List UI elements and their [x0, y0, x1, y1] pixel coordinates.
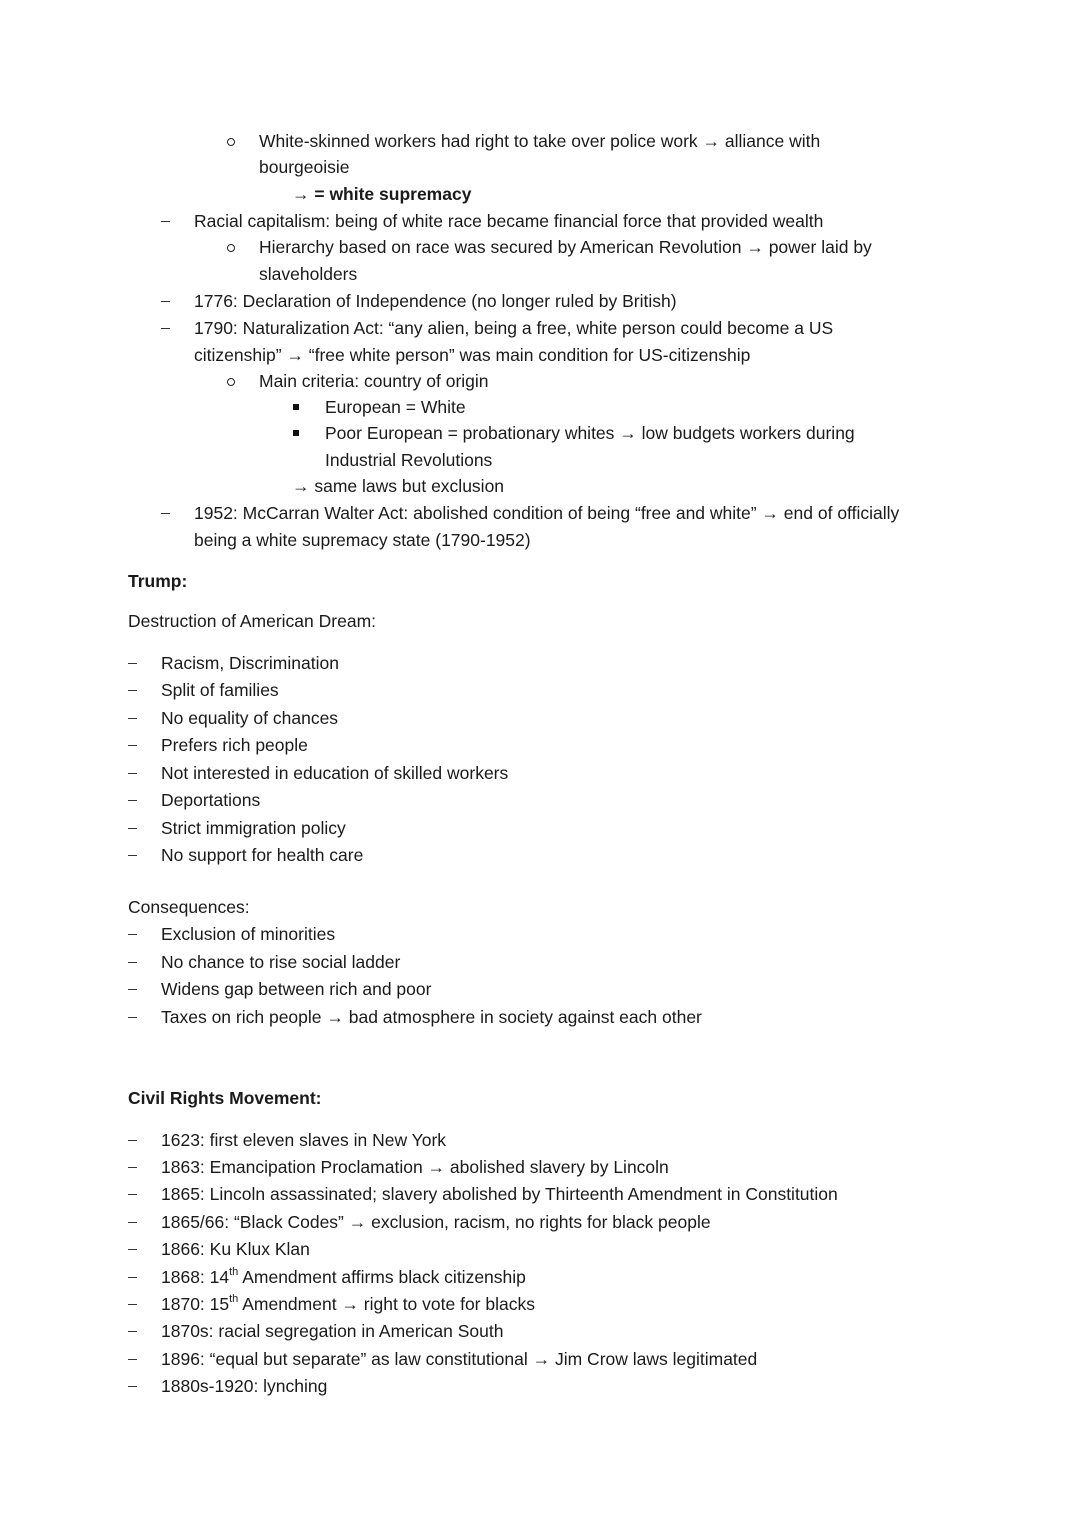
- list-item: 1863: Emancipation Proclamation → abolished slavery by Lincoln: [161, 1157, 669, 1177]
- dash-bullet-icon: [128, 1304, 137, 1305]
- note-decl-1776: 1776: Declaration of Independence (no longer ruled by British): [194, 291, 677, 311]
- circle-bullet-icon: [227, 244, 235, 252]
- dash-bullet-icon: [128, 718, 137, 719]
- dash-bullet-icon: [128, 1140, 137, 1141]
- list-item: 1880s-1920: lynching: [161, 1376, 328, 1396]
- note-main-criteria: Main criteria: country of origin: [259, 371, 489, 391]
- item-1868-ordinal: th: [229, 1266, 239, 1279]
- dash-bullet-icon: [128, 1386, 137, 1387]
- note-mccarran-1952-cont: being a white supremacy state (1790-1952): [194, 530, 531, 550]
- list-item: Not interested in education of skilled workers: [161, 763, 509, 783]
- dash-bullet-icon: [128, 855, 137, 856]
- list-item: 1896: “equal but separate” as law constitutional → Jim Crow laws legitimated: [161, 1349, 758, 1369]
- item-1868-text: 1868: 14: [161, 1267, 230, 1287]
- note-white-workers: White-skinned workers had right to take over police work → alliance with: [259, 131, 821, 151]
- dash-bullet-icon: [128, 1167, 137, 1168]
- dash-bullet-icon: [161, 513, 170, 514]
- item-1870-ordinal: th: [229, 1293, 239, 1306]
- list-item: Deportations: [161, 790, 261, 810]
- item-1870-text: 1870: 15: [161, 1294, 230, 1314]
- item-1870-rest: Amendment → right to vote for blacks: [238, 1294, 535, 1314]
- list-item: Racism, Discrimination: [161, 653, 339, 673]
- dash-bullet-icon: [128, 773, 137, 774]
- dash-bullet-icon: [128, 989, 137, 990]
- list-item: Taxes on rich people → bad atmosphere in society against each other: [161, 1007, 702, 1027]
- list-item: No chance to rise social ladder: [161, 952, 401, 972]
- dash-bullet-icon: [128, 962, 137, 963]
- list-item-1868: [161, 1264, 526, 1291]
- list-item-1870: [161, 1291, 535, 1318]
- list-item: 1865/66: “Black Codes” → exclusion, racism, no rights for black people: [161, 1212, 711, 1232]
- list-item: No equality of chances: [161, 708, 339, 728]
- note-white-workers-cont: bourgeoisie: [259, 157, 350, 177]
- dash-bullet-icon: [128, 1359, 137, 1360]
- dash-bullet-icon: [128, 1194, 137, 1195]
- civil-rights-heading: Civil Rights Movement:: [128, 1088, 322, 1108]
- note-poor-european-cont: Industrial Revolutions: [325, 450, 493, 470]
- circle-bullet-icon: [227, 138, 235, 146]
- note-naturalization-1790-cont: citizenship” → “free white person” was main condition for US-citizenship: [194, 345, 751, 365]
- dash-bullet-icon: [128, 1277, 137, 1278]
- list-item: 1866: Ku Klux Klan: [161, 1239, 310, 1259]
- dash-bullet-icon: [128, 663, 137, 664]
- dash-bullet-icon: [128, 828, 137, 829]
- dash-bullet-icon: [161, 221, 170, 222]
- note-white-supremacy: → = white supremacy: [292, 184, 472, 204]
- dash-bullet-icon: [128, 934, 137, 935]
- circle-bullet-icon: [227, 378, 235, 386]
- note-racial-capitalism: Racial capitalism: being of white race became financial force that provided wealth: [194, 211, 824, 231]
- dash-bullet-icon: [161, 301, 170, 302]
- list-item: Split of families: [161, 680, 279, 700]
- trump-subheading: Destruction of American Dream:: [128, 611, 377, 631]
- square-bullet-icon: [293, 404, 299, 410]
- note-naturalization-1790: 1790: Naturalization Act: “any alien, being a free, white person could become a US: [194, 318, 834, 338]
- note-hierarchy-cont: slaveholders: [259, 264, 358, 284]
- note-european-white: European = White: [325, 397, 466, 417]
- dash-bullet-icon: [128, 1017, 137, 1018]
- consequences-heading: Consequences:: [128, 897, 250, 917]
- trump-heading: Trump:: [128, 571, 188, 591]
- list-item: Widens gap between rich and poor: [161, 979, 432, 999]
- dash-bullet-icon: [128, 800, 137, 801]
- list-item: Strict immigration policy: [161, 818, 346, 838]
- list-item: 1870s: racial segregation in American South: [161, 1321, 504, 1341]
- list-item: Exclusion of minorities: [161, 924, 336, 944]
- note-same-laws: → same laws but exclusion: [292, 476, 505, 496]
- dash-bullet-icon: [128, 1249, 137, 1250]
- square-bullet-icon: [293, 430, 299, 436]
- item-1868-rest: Amendment affirms black citizenship: [238, 1267, 526, 1287]
- note-mccarran-1952: 1952: McCarran Walter Act: abolished condition of being “free and white” → end of officially: [194, 503, 900, 523]
- dash-bullet-icon: [128, 1222, 137, 1223]
- list-item: Prefers rich people: [161, 735, 308, 755]
- list-item: 1623: first eleven slaves in New York: [161, 1130, 447, 1150]
- list-item: No support for health care: [161, 845, 364, 865]
- note-hierarchy: Hierarchy based on race was secured by American Revolution → power laid by: [259, 237, 872, 257]
- dash-bullet-icon: [161, 328, 170, 329]
- dash-bullet-icon: [128, 745, 137, 746]
- dash-bullet-icon: [128, 1331, 137, 1332]
- note-poor-european: Poor European = probationary whites → low budgets workers during: [325, 423, 855, 443]
- dash-bullet-icon: [128, 690, 137, 691]
- list-item: 1865: Lincoln assassinated; slavery abolished by Thirteenth Amendment in Constitution: [161, 1184, 838, 1204]
